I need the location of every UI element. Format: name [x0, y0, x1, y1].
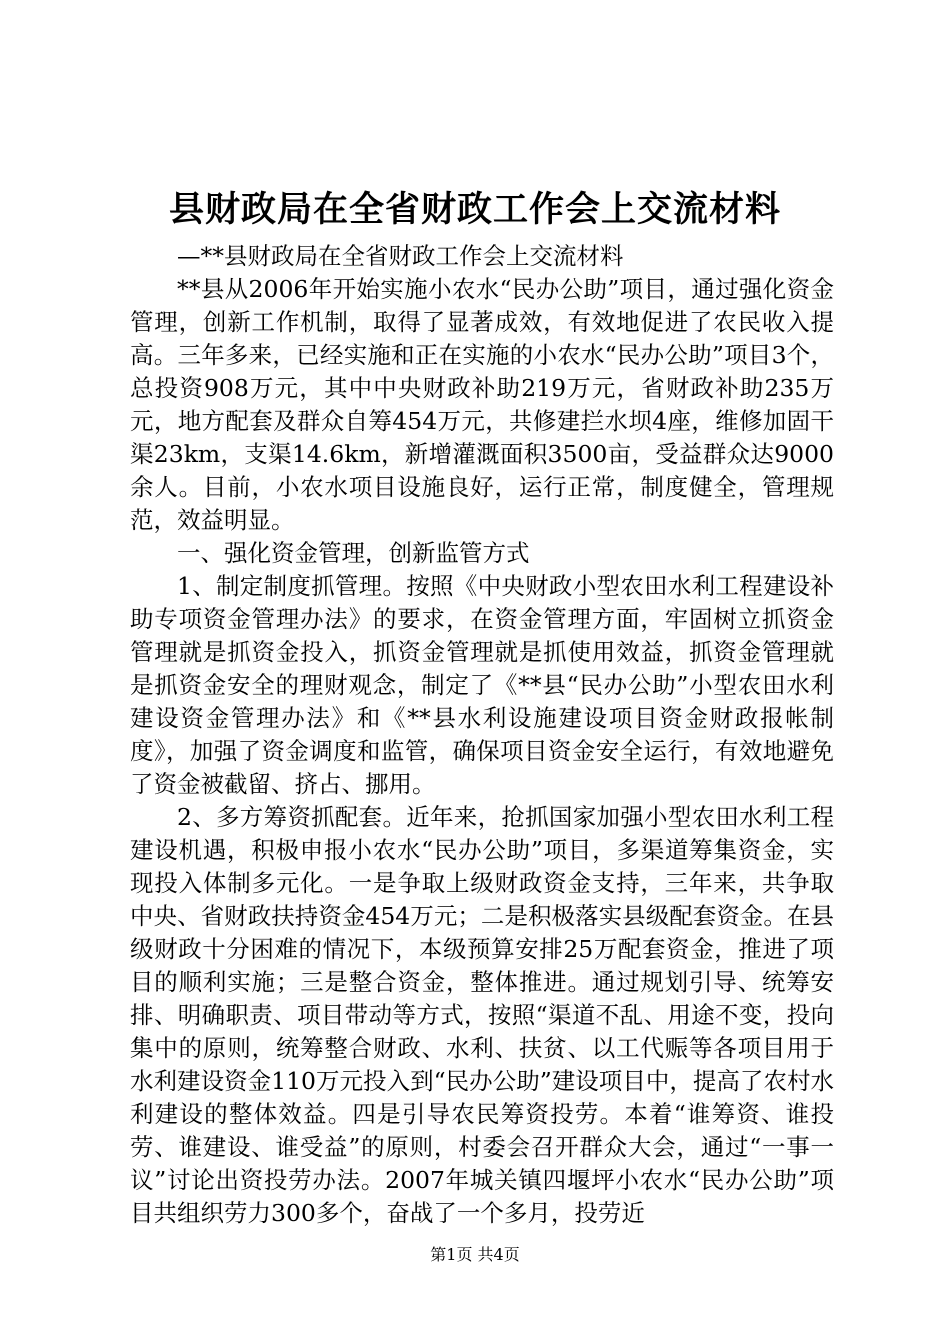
document-body [130, 240, 834, 1230]
document-title: 县财政局在全省财政工作会上交流材料 [168, 189, 781, 230]
section-heading: 一、强化资金管理，创新监管方式 [177, 539, 530, 567]
document-subtitle: —**县财政局在全省财政工作会上交流材料 [177, 242, 624, 270]
paragraph-intro: **县从2006年开始实施小农水“民办公助”项目，通过强化资金管理，创新工作机制，取得了显著成效，有效地促进了农民收入提高。三年多来，已经实施和正在实施的小农水“民办公助”项目3个，总投资908万元，其中中央财政补助219万元，省财政补助235万元，地方配套及群众自筹454万元，共修建拦水坝4座，维修加固干渠23km，支渠14.6km，新增灌溉面积3500亩，受益群众达9000余人。目前，小农水项目设施良好，运行正常，制度健全，管理规范，效益明显。 [130, 275, 834, 534]
page-footer: 第1页 共4页 [430, 1245, 520, 1264]
paragraph-funding: 2、多方筹资抓配套。近年来，抢抓国家加强小型农田水利工程建设机遇，积极申报小农水“民办公助”项目，多渠道筹集资金，实现投入体制多元化。一是争取上级财政资金支持，三年来，共争取中央、省财政扶持资金454万元；二是积极落实县级配套资金。在县级财政十分困难的情况下，本级预算安排25万配套资金，推进了项目的顺利实施；三是整合资金，整体推进。通过规划引导、统筹安排、明确职责、项目带动等方式，按照“渠道不乱、用途不变，投向集中的原则，统筹整合财政、水利、扶贫、以工代赈等各项目用于水利建设资金110万元投入到“民办公助”建设项目中，提高了农村水利建设的整体效益。四是引导农民筹资投劳。本着“谁筹资、谁投劳、谁建设、谁受益”的原则，村委会召开群众大会，通过“一事一议”讨论出资投劳办法。2007年城关镇四堰坪小农水“民办公助”项目共组织劳力300多个，奋战了一个多月，投劳近 [130, 803, 834, 1227]
paragraph-management: 1、制定制度抓管理。按照《中央财政小型农田水利工程建设补助专项资金管理办法》的要求，在资金管理方面，牢固树立抓资金管理就是抓资金投入，抓资金管理就是抓使用效益，抓资金管理就是抓资金安全的理财观念，制定了《**县“民办公助”小型农田水利建设资金管理办法》和《**县水利设施建设项目资金财政报帐制度》，加强了资金调度和监管，确保项目资金安全运行，有效地避免了资金被截留、挤占、挪用。 [130, 572, 834, 798]
